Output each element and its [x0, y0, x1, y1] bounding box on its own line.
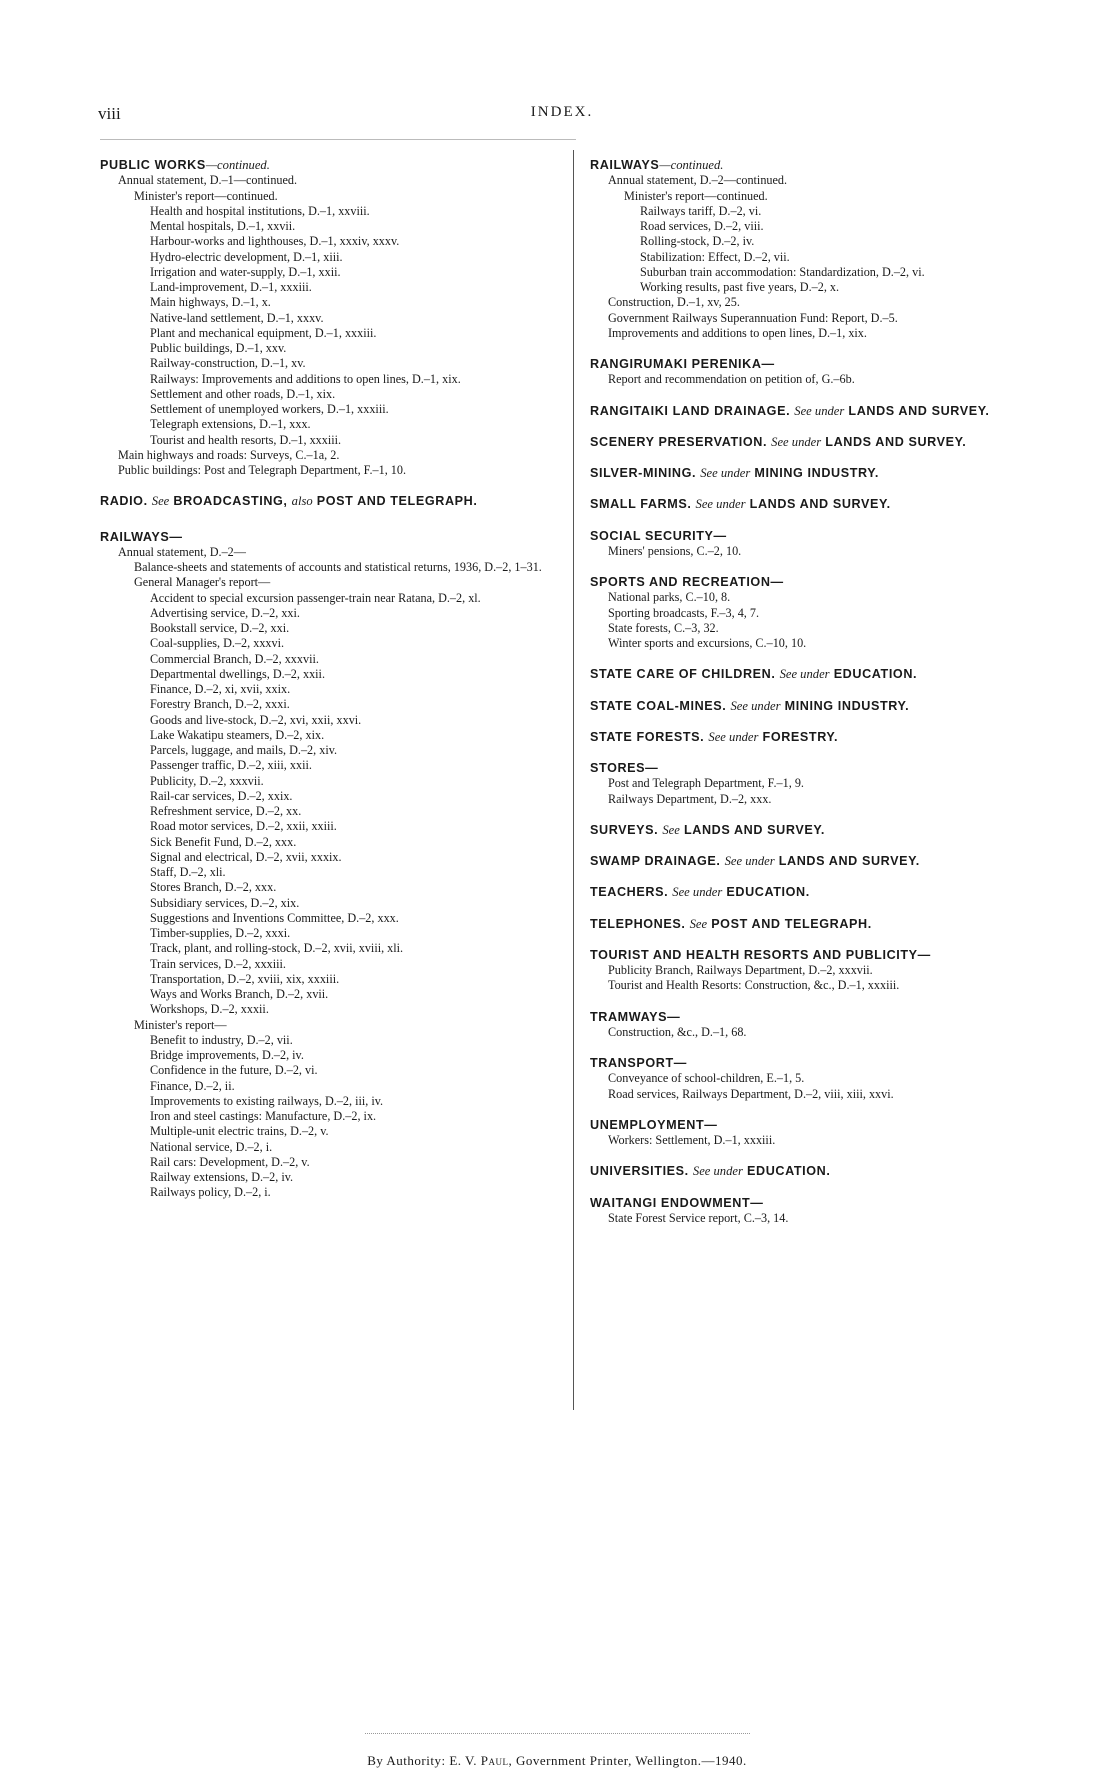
subentry-line: Advertising service, D.–2, xxi. — [150, 605, 300, 620]
subentry-line: Workshops, D.–2, xxxii. — [150, 1002, 269, 1017]
entry-heading: STORES— — [590, 761, 659, 775]
subentry-line: Main highways, D.–1, x. — [150, 295, 271, 310]
index-entry-radio — [100, 494, 560, 509]
subentry-line: Tourist and health resorts, D.–1, xxxiii. — [150, 432, 342, 447]
entry-heading: RANGITAIKI LAND DRAINAGE. See under LANDS AND SURVEY. — [590, 403, 990, 418]
subentry-list — [590, 372, 1050, 387]
entry-heading: SMALL FARMS. See under LANDS AND SURVEY. — [590, 497, 891, 512]
subentry-list — [100, 173, 560, 478]
subentry-line: Timber-supplies, D.–2, xxxi. — [150, 926, 291, 940]
subentry-line: Benefit to industry, D.–2, vii. — [150, 1032, 293, 1047]
subentry-line: Plant and mechanical equipment, D.–1, xxxiii. — [150, 325, 377, 340]
index-entry-telephones — [590, 917, 1050, 932]
index-entry-waitangi-endowment — [590, 1196, 1050, 1227]
subentry-line: Annual statement, D.–1—continued. — [118, 173, 298, 188]
subentry-line: Rail-car services, D.–2, xxix. — [150, 788, 293, 803]
subentry-line: Railways tariff, D.–2, vi. — [640, 203, 762, 218]
index-entry-tramways — [590, 1010, 1050, 1041]
subentry-line: Iron and steel castings: Manufacture, D.–2, ix. — [150, 1109, 377, 1123]
subentry-list — [590, 1211, 1050, 1226]
entry-heading: RANGIRUMAKI PERENIKA— — [590, 357, 775, 371]
subentry-line: Sporting broadcasts, F.–3, 4, 7. — [608, 605, 760, 620]
subentry-line: Working results, past five years, D.–2, x. — [640, 280, 840, 294]
subentry-line: Public buildings, D.–1, xxv. — [150, 341, 287, 355]
entry-heading: SCENERY PRESERVATION. See under LANDS AND SURVEY. — [590, 434, 967, 449]
index-entry-state-care — [590, 667, 1050, 682]
entry-heading: SURVEYS. See LANDS AND SURVEY. — [590, 822, 826, 837]
entry-heading: SPORTS AND RECREATION— — [590, 575, 784, 589]
subentry-line: National service, D.–2, i. — [150, 1139, 273, 1154]
subentry-line: State forests, C.–3, 32. — [608, 620, 719, 635]
subentry-line: Stores Branch, D.–2, xxx. — [150, 880, 277, 895]
subentry-line: Confidence in the future, D.–2, vi. — [150, 1063, 318, 1078]
subentry-line: Native-land settlement, D.–1, xxxv. — [150, 310, 324, 325]
subentry-line: Multiple-unit electric trains, D.–2, v. — [150, 1124, 329, 1139]
entry-heading: TRANSPORT— — [590, 1056, 687, 1070]
subentry-list — [590, 590, 1050, 651]
subentry-list — [100, 545, 560, 1201]
index-column-left — [100, 158, 560, 1217]
index-entry-swamp-drainage — [590, 854, 1050, 869]
subentry-line: Parcels, luggage, and mails, D.–2, xiv. — [150, 743, 338, 757]
subentry-line: General Manager's report— — [134, 575, 271, 590]
subentry-line: Main highways and roads: Surveys, C.–1a, 2. — [118, 447, 340, 462]
subentry-line: State Forest Service report, C.–3, 14. — [608, 1210, 789, 1225]
index-entry-surveys — [590, 823, 1050, 838]
entry-heading: SOCIAL SECURITY— — [590, 528, 727, 543]
subentry-line: Railways: Improvements and additions to open lines, D.–1, xix. — [150, 371, 461, 386]
subentry-line: Staff, D.–2, xli. — [150, 865, 226, 879]
subentry-line: Public buildings: Post and Telegraph Department, F.–1, 10. — [118, 463, 407, 477]
imprint-footer: By Authority: E. V. Paul, Government Printer, Wellington.—1940. — [367, 1753, 747, 1768]
subentry-line: Settlement of unemployed workers, D.–1, xxxiii. — [150, 402, 389, 416]
index-entry-teachers — [590, 885, 1050, 900]
subentry-line: Road motor services, D.–2, xxii, xxiii. — [150, 819, 337, 834]
subentry-list — [590, 173, 1050, 341]
index-entry-rangirumaki-perenika — [590, 357, 1050, 388]
subentry-line: Railways policy, D.–2, i. — [150, 1185, 271, 1200]
subentry-line: Annual statement, D.–2—continued. — [608, 173, 788, 188]
entry-heading: TRAMWAYS— — [590, 1009, 681, 1024]
subentry-line: Signal and electrical, D.–2, xvii, xxxix. — [150, 849, 342, 864]
index-column-right — [590, 158, 1050, 1242]
index-entry-stores — [590, 761, 1050, 807]
subentry-line: Conveyance of school-children, E.–1, 5. — [608, 1071, 805, 1086]
subentry-line: Railway-construction, D.–1, xv. — [150, 356, 306, 371]
subentry-line: Publicity, D.–2, xxxvii. — [150, 773, 264, 788]
subentry-line: Improvements to existing railways, D.–2, iii, iv. — [150, 1093, 384, 1108]
subentry-line: Mental hospitals, D.–1, xxvii. — [150, 219, 296, 233]
subentry-line: Report and recommendation on petition of, G.–6b. — [608, 372, 855, 387]
subentry-line: Refreshment service, D.–2, xx. — [150, 804, 302, 818]
index-entry-universities — [590, 1164, 1050, 1179]
footer-rule — [365, 1733, 750, 1734]
index-entry-rangitaiki — [590, 404, 1050, 419]
entry-heading: TELEPHONES. See POST AND TELEGRAPH. — [590, 916, 872, 931]
subentry-line: Train services, D.–2, xxxiii. — [150, 956, 286, 971]
subentry-line: Track, plant, and rolling-stock, D.–2, xvii, xviii, xli. — [150, 941, 404, 956]
subentry-line: Transportation, D.–2, xviii, xix, xxxiii. — [150, 971, 340, 986]
subentry-line: Finance, D.–2, ii. — [150, 1078, 235, 1093]
subentry-line: Balance-sheets and statements of accounts and statistical returns, 1936, D.–2, 1–31. — [134, 560, 542, 574]
entry-heading: STATE COAL-MINES. See under MINING INDUSTRY. — [590, 698, 910, 713]
page-header — [98, 104, 1026, 128]
index-entry-state-coal-mines — [590, 699, 1050, 714]
index-entry-transport — [590, 1056, 1050, 1102]
header-rule — [100, 139, 576, 140]
subentry-line: Winter sports and excursions, C.–10, 10. — [608, 636, 807, 650]
subentry-list — [590, 544, 1050, 559]
subentry-line: Suggestions and Inventions Committee, D.–2, xxx. — [150, 910, 399, 925]
subentry-line: Minister's report— — [134, 1017, 227, 1032]
subentry-line: Health and hospital institutions, D.–1, xxviii. — [150, 203, 370, 218]
entry-heading: TEACHERS. See under EDUCATION. — [590, 885, 810, 900]
index-entry-scenery-preservation — [590, 435, 1050, 450]
subentry-line: Stabilization: Effect, D.–2, vii. — [640, 249, 790, 264]
entry-heading: STATE CARE OF CHILDREN. See under EDUCATION. — [590, 667, 918, 682]
subentry-line: National parks, C.–10, 8. — [608, 590, 731, 605]
subentry-line: Post and Telegraph Department, F.–1, 9. — [608, 776, 804, 791]
subentry-line: Publicity Branch, Railways Department, D.–2, xxxvii. — [608, 963, 873, 977]
entry-heading: RAILWAYS—continued. — [590, 158, 724, 172]
entry-heading: RADIO. See BROADCASTING, also POST AND TELEGRAPH. — [100, 494, 478, 509]
subentry-line: Hydro-electric development, D.–1, xiii. — [150, 249, 343, 264]
subentry-line: Accident to special excursion passenger-train near Ratana, D.–2, xl. — [150, 590, 481, 605]
subentry-line: Annual statement, D.–2— — [118, 544, 246, 559]
subentry-line: Telegraph extensions, D.–1, xxx. — [150, 417, 311, 432]
subentry-line: Goods and live-stock, D.–2, xvi, xxii, xxvi. — [150, 712, 362, 727]
index-entry-state-forests — [590, 730, 1050, 745]
index-entry-unemployment — [590, 1118, 1050, 1149]
subentry-line: Minister's report—continued. — [134, 188, 278, 203]
index-entry-social-security — [590, 529, 1050, 560]
subentry-line: Harbour-works and lighthouses, D.–1, xxxiv, xxxv. — [150, 234, 400, 249]
subentry-line: Lake Wakatipu steamers, D.–2, xix. — [150, 727, 325, 742]
subentry-line: Bridge improvements, D.–2, iv. — [150, 1048, 304, 1062]
subentry-line: Railways Department, D.–2, xxx. — [608, 791, 772, 806]
entry-heading: UNEMPLOYMENT— — [590, 1117, 718, 1132]
subentry-line: Construction, &c., D.–1, 68. — [608, 1024, 747, 1039]
subentry-line: Construction, D.–1, xv, 25. — [608, 295, 740, 310]
subentry-line: Irrigation and water-supply, D.–1, xxii. — [150, 264, 341, 279]
subentry-line: Rolling-stock, D.–2, iv. — [640, 234, 755, 249]
subentry-line: Improvements and additions to open lines, D.–1, xix. — [608, 325, 867, 340]
subentry-line: Railway extensions, D.–2, iv. — [150, 1170, 294, 1184]
subentry-line: Government Railways Superannuation Fund: Report, D.–5. — [608, 310, 898, 325]
subentry-line: Passenger traffic, D.–2, xiii, xxii. — [150, 758, 312, 773]
entry-heading: STATE FORESTS. See under FORESTRY. — [590, 729, 839, 744]
subentry-list — [590, 776, 1050, 807]
entry-heading: SILVER-MINING. See under MINING INDUSTRY. — [590, 466, 879, 480]
index-entry-public-works — [100, 158, 560, 478]
index-entry-tourist-and-health-resorts — [590, 948, 1050, 994]
subentry-line: Road services, D.–2, viii. — [640, 219, 764, 233]
page-title: INDEX. — [530, 104, 594, 120]
subentry-line: Land-improvement, D.–1, xxxiii. — [150, 280, 312, 294]
subentry-list — [590, 1071, 1050, 1102]
subentry-list — [590, 963, 1050, 994]
index-entry-sports-and-recreation — [590, 575, 1050, 651]
subentry-line: Tourist and Health Resorts: Construction, &c., D.–1, xxxiii. — [608, 978, 900, 993]
subentry-line: Suburban train accommodation: Standardization, D.–2, vi. — [640, 264, 925, 279]
subentry-line: Departmental dwellings, D.–2, xxii. — [150, 666, 325, 681]
subentry-line: Workers: Settlement, D.–1, xxxiii. — [608, 1133, 776, 1147]
subentry-line: Settlement and other roads, D.–1, xix. — [150, 386, 336, 401]
subentry-line: Rail cars: Development, D.–2, v. — [150, 1154, 310, 1169]
subentry-line: Road services, Railways Department, D.–2, viii, xiii, xxvi. — [608, 1086, 894, 1101]
subentry-line: Forestry Branch, D.–2, xxxi. — [150, 697, 290, 712]
subentry-line: Finance, D.–2, xi, xvii, xxix. — [150, 682, 291, 696]
index-entry-railways-continued — [590, 158, 1050, 341]
entry-heading: UNIVERSITIES. See under EDUCATION. — [590, 1164, 831, 1179]
entry-heading: TOURIST AND HEALTH RESORTS AND PUBLICITY— — [590, 947, 931, 962]
subentry-line: Ways and Works Branch, D.–2, xvii. — [150, 987, 329, 1001]
subentry-line: Miners' pensions, C.–2, 10. — [608, 543, 742, 558]
column-divider — [573, 150, 574, 1410]
index-entry-railways — [100, 530, 560, 1201]
subentry-line: Coal-supplies, D.–2, xxxvi. — [150, 636, 285, 651]
subentry-list — [590, 1133, 1050, 1148]
index-entry-silver-mining — [590, 466, 1050, 481]
entry-heading: PUBLIC WORKS—continued. — [100, 158, 270, 172]
entry-heading: SWAMP DRAINAGE. See under LANDS AND SURVEY. — [590, 854, 920, 868]
index-entry-small-farms — [590, 497, 1050, 512]
subentry-line: Commercial Branch, D.–2, xxxvii. — [150, 651, 319, 666]
entry-heading: WAITANGI ENDOWMENT— — [590, 1195, 764, 1210]
subentry-line: Minister's report—continued. — [624, 188, 768, 203]
subentry-line: Subsidiary services, D.–2, xix. — [150, 895, 300, 910]
page-number: viii — [98, 104, 121, 123]
subentry-line: Sick Benefit Fund, D.–2, xxx. — [150, 834, 297, 849]
subentry-list — [590, 1025, 1050, 1040]
subentry-line: Bookstall service, D.–2, xxi. — [150, 621, 290, 635]
entry-heading: RAILWAYS— — [100, 529, 183, 544]
